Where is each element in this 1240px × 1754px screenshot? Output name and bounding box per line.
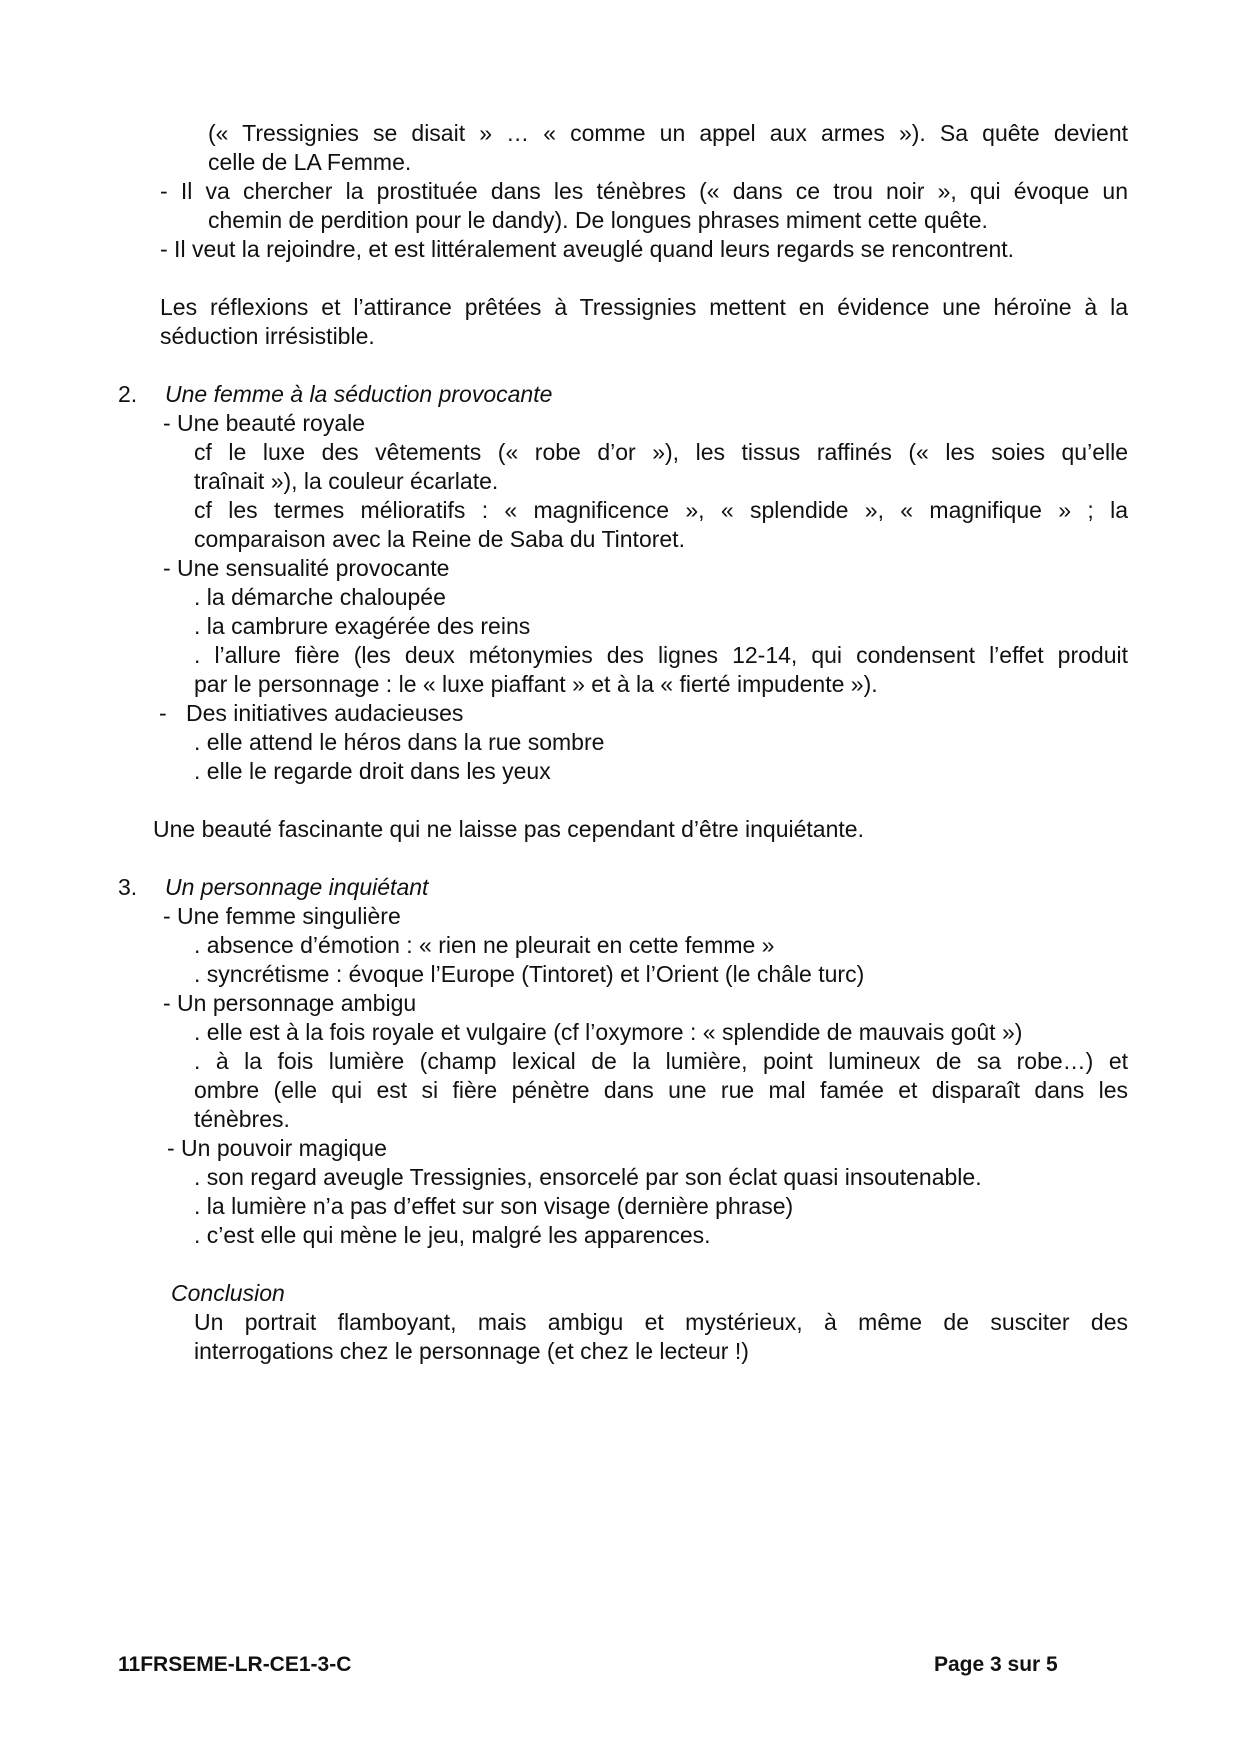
bullet-prostitute-line-2: chemin de perdition pour le dandy). De longues phrases miment cette quête. [208, 207, 988, 233]
intro-line-1: (« Tressignies se disait » … « comme un appel aux armes »). Sa quête devient [208, 120, 1128, 146]
initiatives-item-2: . elle le regarde droit dans les yeux [194, 758, 551, 784]
ambiguous-item-2-line-2: ombre (elle qui est si fière pénètre dans une rue mal famée et disparaît dans les [194, 1077, 1128, 1103]
royal-beauty-cf2-line-1: cf les termes mélioratifs : « magnificence », « splendide », « magnifique » ; la [194, 497, 1128, 523]
sensuality-item-3-line-1: . l’allure fière (les deux métonymies des lignes 12-14, qui condensent l’effet produit [194, 642, 1128, 668]
singular-heading: - Une femme singulière [163, 903, 401, 929]
transition-2: Une beauté fascinante qui ne laisse pas cependant d’être inquiétante. [153, 816, 864, 842]
ambiguous-item-2-line-3: ténèbres. [194, 1106, 290, 1132]
section-3-title: Un personnage inquiétant [165, 874, 429, 900]
footer-page-number: Page 3 sur 5 [934, 1653, 1058, 1676]
magic-item-1: . son regard aveugle Tressignies, ensorcelé par son éclat quasi insoutenable. [194, 1164, 982, 1190]
ambiguous-item-1: . elle est à la fois royale et vulgaire (cf l’oxymore : « splendide de mauvais goût ») [194, 1019, 1023, 1045]
transition-1-line-2: séduction irrésistible. [160, 323, 375, 349]
bullet-blinded: - Il veut la rejoindre, et est littéralement aveuglé quand leurs regards se rencontrent. [160, 236, 1015, 262]
section-3-number: 3. [118, 874, 138, 900]
royal-beauty-cf1-line-2: traînait »), la couleur écarlate. [194, 468, 499, 494]
sensuality-heading: - Une sensualité provocante [163, 555, 450, 581]
intro-line-2: celle de LA Femme. [208, 149, 412, 175]
magic-item-2: . la lumière n’a pas d’effet sur son visage (dernière phrase) [194, 1193, 794, 1219]
bullet-prostitute-line-1: - Il va chercher la prostituée dans les ténèbres (« dans ce trou noir », qui évoque un [160, 178, 1128, 204]
sensuality-item-3-line-2: par le personnage : le « luxe piaffant » et à la « fierté impudente »). [194, 671, 878, 697]
section-2-number: 2. [118, 381, 138, 407]
ambiguous-item-2-line-1: . à la fois lumière (champ lexical de la lumière, point lumineux de sa robe…) et [194, 1048, 1128, 1074]
initiatives-heading: Des initiatives audacieuses [186, 700, 464, 726]
transition-1-line-1: Les réflexions et l’attirance prêtées à Tressignies mettent en évidence une héroïne à la [160, 294, 1128, 320]
magic-item-3: . c’est elle qui mène le jeu, malgré les apparences. [194, 1222, 711, 1248]
section-2-title: Une femme à la séduction provocante [165, 381, 553, 407]
conclusion-line-2: interrogations chez le personnage (et chez le lecteur !) [194, 1338, 749, 1364]
ambiguous-heading: - Un personnage ambigu [163, 990, 417, 1016]
royal-beauty-cf2-line-2: comparaison avec la Reine de Saba du Tintoret. [194, 526, 685, 552]
conclusion-title: Conclusion [171, 1280, 285, 1306]
singular-item-2: . syncrétisme : évoque l’Europe (Tintoret) et l’Orient (le châle turc) [194, 961, 865, 987]
singular-item-1: . absence d’émotion : « rien ne pleurait en cette femme » [194, 932, 775, 958]
footer-document-code: 11FRSEME-LR-CE1-3-C [118, 1653, 352, 1676]
initiatives-item-1: . elle attend le héros dans la rue sombre [194, 729, 605, 755]
conclusion-line-1: Un portrait flamboyant, mais ambigu et mystérieux, à même de susciter des [194, 1309, 1128, 1335]
sensuality-item-1: . la démarche chaloupée [194, 584, 446, 610]
royal-beauty-heading: - Une beauté royale [163, 410, 366, 436]
magic-heading: - Un pouvoir magique [167, 1135, 387, 1161]
initiatives-dash: - [159, 700, 167, 726]
royal-beauty-cf1-line-1: cf le luxe des vêtements (« robe d’or »), les tissus raffinés (« les soies qu’elle [194, 439, 1128, 465]
sensuality-item-2: . la cambrure exagérée des reins [194, 613, 531, 639]
